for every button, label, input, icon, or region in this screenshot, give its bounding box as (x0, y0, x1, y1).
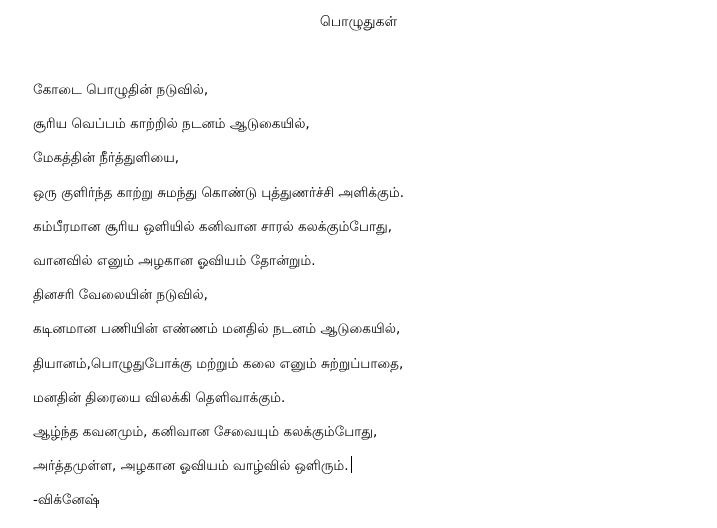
poem-title: பொழுதுகள் (319, 14, 398, 30)
poem-line-4: ஒரு குளிர்ந்த காற்று சுமந்து கொண்டு புத்துணர்ச்சி அளிக்கும். (33, 184, 405, 201)
poem-line-12-text: அர்த்தமுள்ள, அழகான ஓவியம் வாழ்வில் ஒளிரும். (33, 458, 349, 475)
poem-line-2: சூரிய வெப்பம் காற்றில் நடனம் ஆடுகையில், (33, 116, 310, 133)
poem-line-9: தியானம்,பொழுதுபோக்கு மற்றும் கலை எனும் சுற்றுப்பாதை, (33, 355, 404, 372)
text-cursor (351, 456, 352, 473)
poem-body (33, 80, 703, 490)
poem-line-12[interactable] (33, 456, 703, 490)
poem-line-5: கம்பீரமான சூரிய ஒளியில் கனிவான சாரல் கலக்கும்போது, (33, 218, 392, 235)
poem-line-6: வானவில் எனும் அழகான ஓவியம் தோன்றும். (33, 252, 316, 269)
poem-author: -விக்னேஷ் (33, 492, 100, 508)
poem-line-8: கடினமான பணியின் எண்ணம் மனதில் நடனம் ஆடுகையில், (33, 321, 401, 338)
poem-line-3: மேகத்தின் நீர்த்துளியை, (33, 150, 180, 167)
poem-line-7: தினசரி வேலையின் நடுவில், (33, 287, 208, 304)
poem-line-11: ஆழ்ந்த கவனமும், கனிவான சேவையும் கலக்கும்போது, (33, 423, 378, 440)
poem-line-1: கோடை பொழுதின் நடுவில், (33, 82, 209, 98)
poem-line-10: மனதின் திரையை விலக்கி தெளிவாக்கும். (33, 389, 286, 406)
